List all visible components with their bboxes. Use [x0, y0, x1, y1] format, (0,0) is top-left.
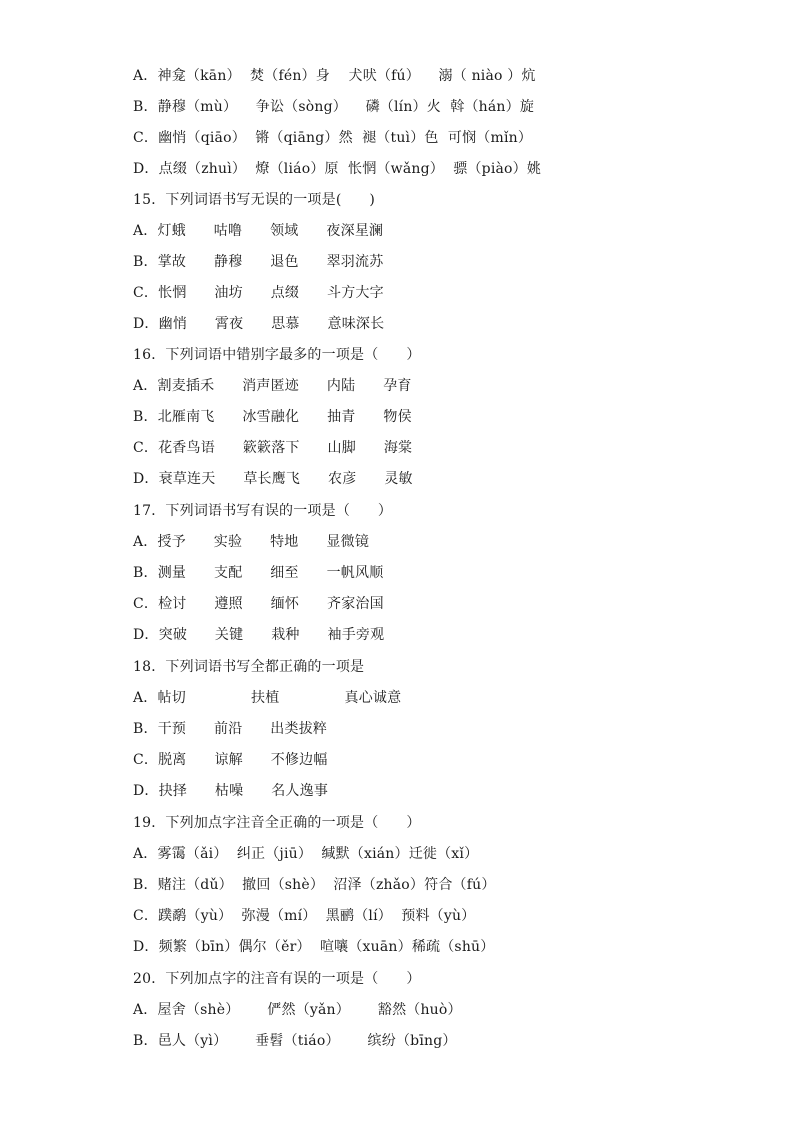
q16-stem: 16．下列词语中错别字最多的一项是（ ） — [133, 347, 421, 363]
q16-option-c: C．花香鸟语 簌簌落下 山脚 海棠 — [133, 440, 413, 456]
q14-option-a: A．神龛（kān） 焚（fén）身 犬吠（fú） 溺（ niào ）炕 — [133, 68, 536, 84]
q14-option-b: B．静穆（mù） 争讼（sòng） 磷（lín）火 斡（hán）旋 — [133, 99, 535, 115]
q17-stem: 17．下列词语书写有误的一项是（ ） — [133, 503, 393, 519]
q18-stem: 18．下列词语书写全都正确的一项是 — [133, 659, 365, 675]
q15-option-a: A．灯蛾 咕噜 领域 夜深星澜 — [133, 223, 384, 239]
q17-option-a: A．授予 实验 特地 显微镜 — [133, 534, 370, 550]
q16-option-a: A．割麦插禾 消声匿迹 内陆 孕育 — [133, 378, 412, 394]
q19-stem: 19．下列加点字注音全正确的一项是（ ） — [133, 815, 421, 831]
q14-option-c: C．幽悄（qiāo） 锵（qiāng）然 褪（tuì）色 可悯（mǐn） — [133, 130, 533, 146]
q18-option-d: D．抉择 枯噪 名人逸事 — [133, 783, 329, 799]
q18-option-b: B．干预 前沿 出类拔粹 — [133, 721, 328, 737]
q16-option-b: B．北雁南飞 冰雪融化 抽青 物侯 — [133, 409, 412, 425]
q14-option-d: D．点缀（zhuì） 燎（liáo）原 怅惘（wǎng） 骠（piào）姚 — [133, 161, 542, 177]
q15-option-b: B．掌故 静穆 退色 翠羽流苏 — [133, 254, 384, 270]
q17-option-c: C．检讨 遵照 缅怀 齐家治国 — [133, 596, 384, 612]
q19-option-a: A．雾霭（ǎi） 纠正（jiū） 缄默（xián）迁徙（xǐ） — [133, 846, 479, 862]
q18-option-a: A．帖切 扶植 真心诚意 — [133, 690, 402, 706]
q17-option-b: B．测量 支配 细至 一帆风顺 — [133, 565, 384, 581]
q15-option-d: D．幽悄 霄夜 思慕 意味深长 — [133, 316, 385, 332]
q19-option-c: C．蹼鹬（yù） 弥漫（mí） 黑鹂（lí） 预料（yù） — [133, 908, 476, 924]
q20-option-a: A．屋舍（shè） 俨然（yǎn） 豁然（huò） — [133, 1002, 462, 1018]
q18-option-c: C．脱离 谅解 不修边幅 — [133, 752, 328, 768]
q15-option-c: C．怅惘 油坊 点缀 斗方大字 — [133, 285, 384, 301]
q16-option-d: D．衰草连天 草长鹰飞 农彦 灵敏 — [133, 471, 413, 487]
q19-option-d: D．频繁（bīn）偶尔（ěr） 喧嚷（xuān）稀疏（shū） — [133, 939, 495, 955]
q19-option-b: B．赌注（dǔ） 撤回（shè） 沼泽（zhǎo）符合（fú） — [133, 877, 496, 893]
q20-stem: 20．下列加点字的注音有误的一项是（ ） — [133, 971, 421, 987]
q17-option-d: D．突破 关键 栽种 袖手旁观 — [133, 627, 385, 643]
q20-option-b: B．邑人（yì） 垂髫（tiáo） 缤纷（bīng） — [133, 1033, 457, 1049]
q15-stem: 15．下列词语书写无误的一项是( ) — [133, 192, 376, 208]
